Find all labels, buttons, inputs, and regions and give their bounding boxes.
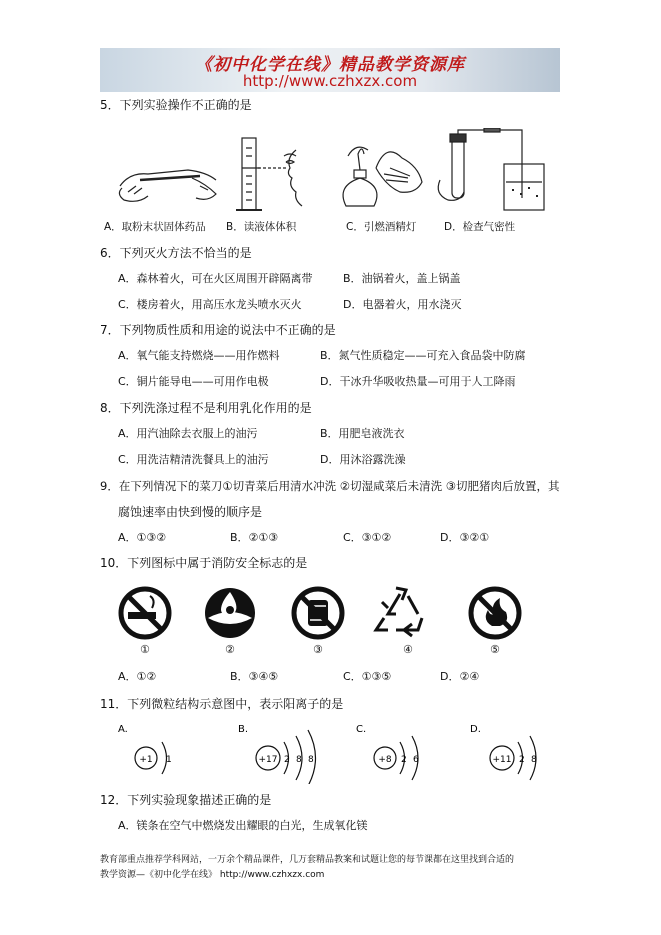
diagram-a-letter: A.	[118, 724, 128, 735]
question-6-stem: 6．下列灭火方法不恰当的是	[100, 246, 252, 260]
question-5-caption-c: C．引燃酒精灯	[346, 221, 417, 233]
question-6-option-c: C．楼房着火，用高压水龙头喷水灭火	[118, 298, 302, 311]
recycling-icon	[376, 588, 422, 636]
footer-url[interactable]: http://www.czhxzx.com	[219, 870, 325, 880]
atom-diagram-c	[356, 724, 419, 780]
question-8-option-c: C．用洗洁精清洗餐具上的油污	[118, 453, 269, 466]
diagram-b-shell-1: 2	[284, 755, 290, 765]
question-8-option-b: B．用肥皂液洗衣	[320, 427, 405, 440]
question-11-stem: 11．下列微粒结构示意图中，表示阳离子的是	[100, 697, 344, 711]
no-smoking-icon	[121, 589, 169, 637]
atom-diagram-b	[238, 724, 316, 784]
question-9-option-c: C．③①②	[343, 531, 392, 544]
question-5-caption-a: A．取粉末状固体药品	[104, 221, 206, 233]
question-10-stem: 10．下列图标中属于消防安全标志的是	[100, 556, 308, 570]
question-5-stem: 5．下列实验操作不正确的是	[100, 98, 252, 112]
question-6-option-b: B．油锅着火，盖上锅盖	[343, 272, 461, 285]
banner-title: 《初中化学在线》精品教学资源库	[195, 55, 465, 75]
diagram-d-nucleus: +11	[492, 755, 512, 765]
question-10-option-a: A．①②	[118, 670, 157, 683]
question-9-option-b: B．②①③	[230, 531, 279, 544]
no-open-flame-icon	[471, 589, 519, 637]
figure-airtightness-check	[438, 128, 544, 210]
diagram-d-shell-1: 2	[519, 755, 525, 765]
question-10-signs	[100, 584, 560, 644]
atom-diagram-a	[118, 724, 172, 774]
question-7-stem: 7．下列物质性质和用途的说法中不正确的是	[100, 323, 336, 337]
question-7-option-a: A．氧气能支持燃烧——用作燃料	[118, 349, 280, 362]
footer-site-name: 教学资源—《初中化学在线》	[100, 870, 218, 880]
question-7-option-c: C．铜片能导电——可用作电极	[118, 375, 269, 388]
question-12-option-a: A．镁条在空气中燃烧发出耀眼的白光，生成氧化镁	[118, 819, 368, 832]
diagram-b-shell-3: 8	[308, 755, 314, 765]
footer-line-1: 教育部重点推荐学科网站，一万余个精品课件，几万套精品教案和试题让您的每节课都在这里找到合适的	[100, 855, 515, 865]
diagram-c-shell-1: 2	[401, 755, 407, 765]
diagram-a-nucleus: +1	[139, 755, 153, 765]
question-5-figures	[100, 128, 560, 218]
figure-lamp-lighting	[343, 147, 422, 206]
question-10-option-c: C．①③⑤	[343, 670, 392, 683]
question-5-caption-d: D．检查气密性	[444, 221, 516, 233]
question-11-diagrams	[110, 720, 560, 784]
diagram-b-shell-2: 8	[296, 755, 302, 765]
question-5-caption-b: B．读液体体积	[226, 221, 297, 233]
header-banner	[100, 48, 560, 92]
question-10-option-d: D．②④	[440, 670, 480, 683]
diagram-d-shell-2: 8	[531, 755, 537, 765]
question-7-option-b: B．氮气性质稳定——可充入食品袋中防腐	[320, 349, 526, 362]
question-6-option-a: A．森林着火，可在火区周围开辟隔离带	[118, 272, 313, 285]
atom-diagram-d	[470, 724, 537, 780]
question-9-option-d: D．③②①	[440, 531, 490, 544]
sign-label-2: ②	[225, 643, 235, 656]
diagram-a-shell-1: 1	[166, 755, 172, 765]
sign-label-1: ①	[140, 643, 150, 656]
question-8-option-a: A．用汽油除去衣服上的油污	[118, 427, 258, 440]
question-9-stem-line2: 腐蚀速率由快到慢的顺序是	[118, 505, 263, 519]
question-6-option-d: D．电器着火，用水浇灭	[343, 298, 462, 311]
diagram-c-shell-2: 6	[413, 755, 419, 765]
sign-label-4: ④	[403, 643, 413, 656]
footer-line-2	[100, 868, 324, 882]
no-flammable-barrel-icon	[294, 589, 342, 637]
question-7-option-d: D．干冰升华吸收热量—可用于人工降雨	[320, 375, 516, 388]
question-8-stem: 8．下列洗涤过程不是利用乳化作用的是	[100, 401, 312, 415]
sign-label-3: ③	[313, 643, 323, 656]
diagram-d-letter: D.	[470, 724, 481, 735]
figure-powder-sampling	[119, 170, 216, 201]
sign-label-5: ⑤	[490, 643, 500, 656]
question-10-option-b: B．③④⑤	[230, 670, 279, 683]
diagram-c-letter: C.	[356, 724, 367, 735]
diagram-b-nucleus: +17	[258, 755, 278, 765]
question-9-stem-line1: 9．在下列情况下的菜刀①切青菜后用清水冲洗 ②切湿咸菜后未清洗 ③切肥猪肉后放置，其	[100, 479, 560, 493]
banner-url[interactable]: http://www.czhxzx.com	[242, 72, 418, 90]
diagram-b-letter: B.	[238, 724, 249, 735]
diagram-c-nucleus: +8	[378, 755, 392, 765]
water-saving-icon	[205, 588, 255, 638]
question-12-stem: 12．下列实验现象描述正确的是	[100, 793, 272, 807]
question-9-option-a: A．①③②	[118, 531, 167, 544]
question-8-option-d: D．用沐浴露洗澡	[320, 453, 406, 466]
figure-cylinder-reading	[236, 138, 302, 210]
